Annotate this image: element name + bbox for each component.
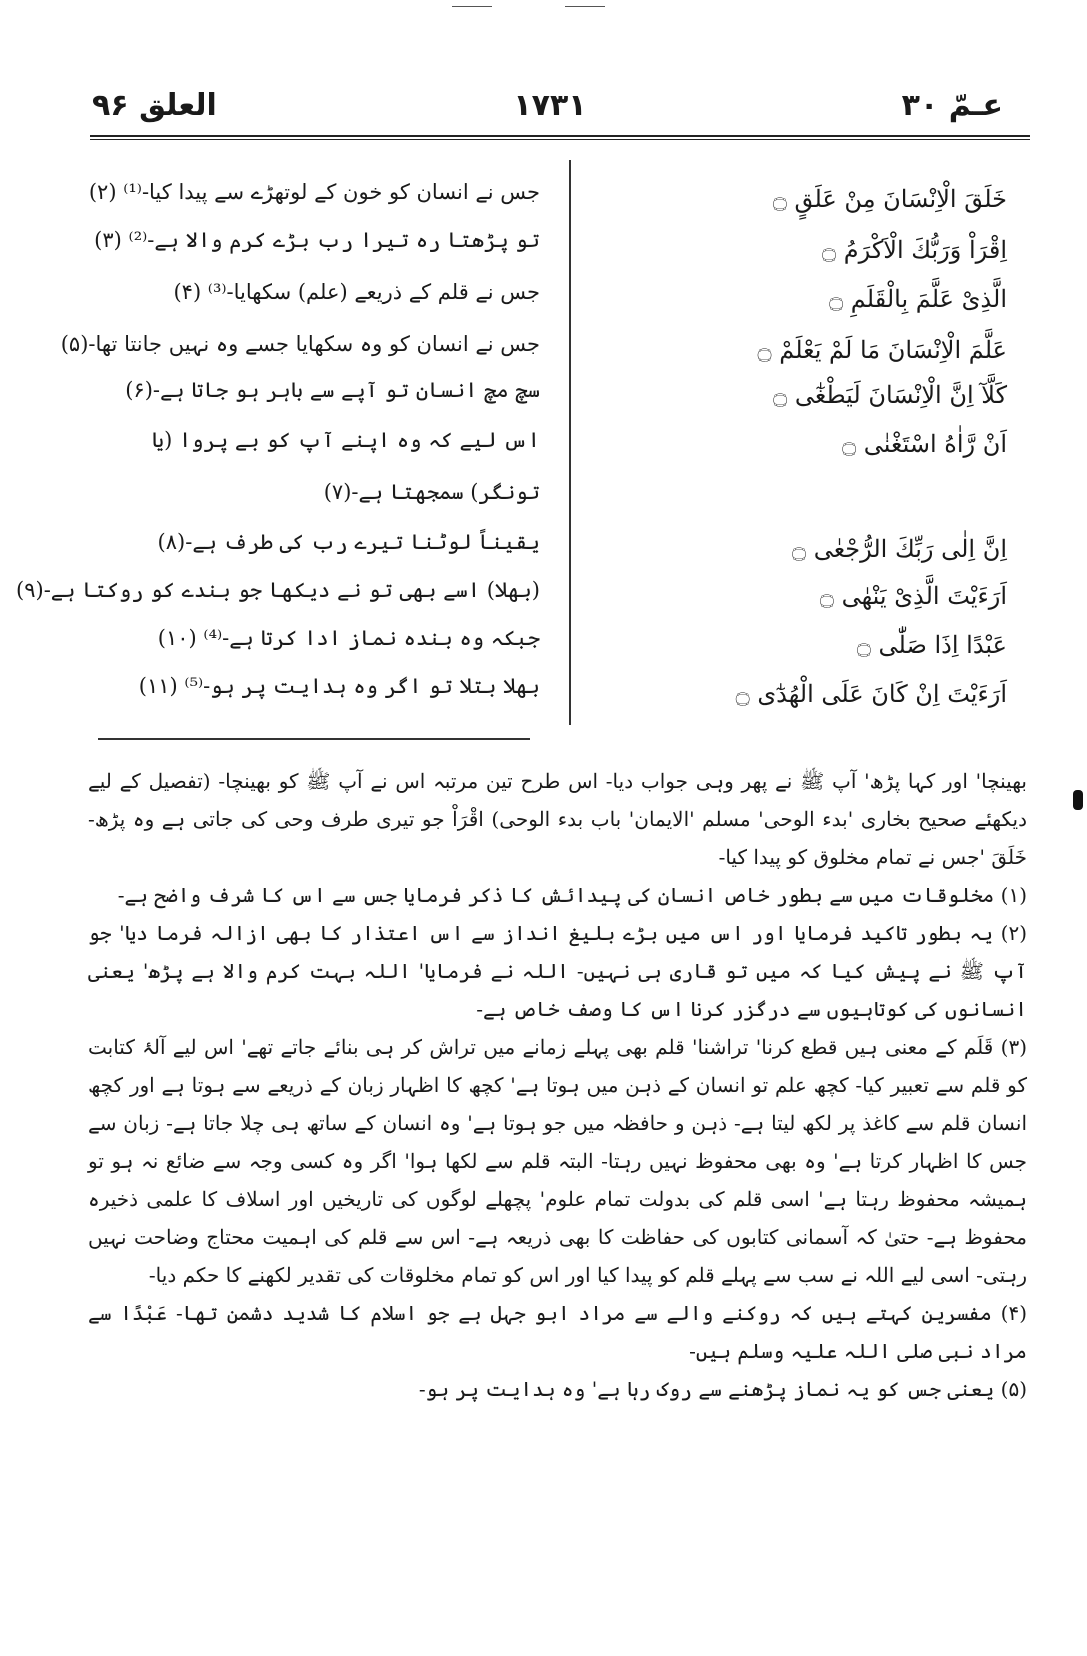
- arabic-verse: اَرَءَيْتَ الَّذِىْ يَنْهٰى ۝: [819, 582, 1007, 610]
- footnote-continuation: بھینچا' اور کہا پڑھ' آپ ﷺ نے پھر وہی جواب دیا- اس طرح تین مرتبہ اس نے آپ ﷺ کو بھینچا- (تفصیل کے لیے دیکھئے صحیح بخاری 'بدء الوحی' مسلم 'الایمان' باب بدء الوحی) اقْرَاْ جو تیری طرف وحی کی جاتی ہے وہ پڑھ- خَلَقَ 'جس نے تمام مخلوق کو پیدا کیا-: [88, 769, 1027, 869]
- urdu-translation: جس نے انسان کو خون کے لوتھڑے سے پیدا کیا-⁽¹⁾ (۲): [88, 180, 540, 204]
- urdu-translation: جس نے انسان کو وہ سکھایا جسے وہ نہیں جانتا تھا-(۵): [60, 332, 540, 356]
- arabic-verse: عَلَّمَ الْاِنْسَانَ مَا لَمْ يَعْلَمْ ۝: [757, 336, 1007, 364]
- urdu-translation: اس لیے کہ وہ اپنے آپ کو بے پروا (یا تونگر) سمجھتا ہے-(۷): [151, 428, 540, 504]
- urdu-translation: بھلا بتلا تو اگر وہ ہدایت پر ہو-⁽⁵⁾ (۱۱): [138, 674, 540, 698]
- footnote-4: (۴) مفسرین کہتے ہیں کہ روکنے والے سے مراد ابو جہل ہے جو اسلام کا شدید دشمن تھا- عَبْدًا سے مراد نبی صلی اللہ علیہ وسلم ہیں-: [88, 1301, 1027, 1363]
- arabic-verse: اِنَّ اِلٰى رَبِّكَ الرُّجْعٰى ۝: [792, 535, 1007, 563]
- column-divider: [569, 160, 571, 725]
- header-rule: [90, 135, 1030, 137]
- footnote-rule: [98, 738, 530, 740]
- top-edge-rule: [452, 6, 492, 7]
- scan-edge-mark: [1073, 790, 1083, 810]
- top-edge-rule: [565, 6, 605, 7]
- arabic-verse: اَرَءَيْتَ اِنْ كَانَ عَلَى الْهُدٰٓى ۝: [735, 680, 1007, 708]
- footnote-2: (۲) یہ بطور تاکید فرمایا اور اس میں بڑے بلیغ انداز سے اس اعتذار کا بھی ازالہ فرما دیا' جو آپ ﷺ نے پیش کیا کہ میں تو قاری ہی نہیں- اللہ نے فرمایا' اللہ بہت کرم والا ہے پڑھ' یعنی انسانوں کی کوتاہیوں سے درگزر کرنا اس کا وصف خاص ہے-: [88, 921, 1028, 1021]
- arabic-verse: عَبْدًا اِذَا صَلّٰى ۝: [856, 631, 1007, 659]
- footnotes: [88, 762, 1027, 1408]
- urdu-translation: (بھلا) اسے بھی تو نے دیکھا جو بندے کو روکتا ہے-(۹): [16, 578, 540, 602]
- urdu-translation: جس نے قلم کے ذریعے (علم) سکھایا-⁽³⁾ (۴): [173, 280, 540, 304]
- footnote-3: (۳) قَلَم کے معنی ہیں قطع کرنا' تراشنا' قلم بھی پہلے زمانے میں تراش کر ہی بنائے جاتے تھے' اس لیے آلۂ کتابت کو قلم سے تعبیر کیا- کچھ علم تو انسان کے ذہن میں ہوتا ہے' کچھ کا اظہار زبان کے ذریعے سے ہوتا ہے اور کچھ انسان قلم سے کاغذ پر لکھ لیتا ہے- ذہن و حافظہ میں جو ہوتا ہے' وہ انسان کے ساتھ ہی چلا جاتا ہے- زبان سے جس کا اظہار کرتا ہے' وہ بھی محفوظ نہیں رہتا- البتہ قلم سے لکھا ہوا' اگر وہ کسی وجہ سے ضائع نہ ہو تو ہمیشہ محفوظ رہتا ہے' اسی قلم کی بدولت تمام علوم' پچھلے لوگوں کی تاریخیں اور اسلاف کا علمی ذخیرہ محفوظ ہے- حتیٰ کہ آسمانی کتابوں کی حفاظت کا بھی ذریعہ ہے- اس سے قلم کی اہمیت محتاج وضاحت نہیں رہتی- اسی لیے اللہ نے سب سے پہلے قلم کو پیدا کیا اور اس کو تمام مخلوقات کی تقدیر لکھنے کا حکم دیا-: [88, 1035, 1027, 1287]
- page-number: ۱۷۳۱: [513, 88, 587, 123]
- urdu-translation: تو پڑھتا رہ تیرا رب بڑے کرم والا ہے-⁽²⁾ (۳): [94, 228, 540, 252]
- urdu-translation: جبکہ وہ بندہ نماز ادا کرتا ہے-⁽⁴⁾ (۱۰): [157, 626, 540, 650]
- footnote-5: (۵) یعنی جس کو یہ نماز پڑھنے سے روک رہا ہے' وہ ہدایت پر ہو-: [418, 1377, 1027, 1401]
- urdu-translation: سچ مچ انسان تو آپے سے باہر ہو جاتا ہے-(۶): [125, 378, 540, 402]
- header-para-label: عـمّ ۳۰: [901, 88, 1003, 123]
- arabic-verse: خَلَقَ الْاِنْسَانَ مِنْ عَلَقٍ ۝: [772, 185, 1007, 213]
- arabic-verse: اِقْرَاْ وَرَبُّكَ الْاَكْرَمُ ۝: [822, 236, 1007, 264]
- header-surah-label: العلق ۹۶: [92, 88, 217, 123]
- footnote-1: (۱) مخلوقات میں سے بطور خاص انسان کی پیدائش کا ذکر فرمایا جس سے اس کا شرف واضح ہے-: [117, 883, 1027, 907]
- arabic-verse: اَنْ رَّاٰهُ اسْتَغْنٰى ۝: [842, 430, 1007, 458]
- arabic-verse: كَلَّآ اِنَّ الْاِنْسَانَ لَيَطْغٰٓى ۝: [773, 381, 1007, 409]
- arabic-verse: الَّذِىْ عَلَّمَ بِالْقَلَمِ ۝: [829, 285, 1007, 313]
- header-rule-thin: [90, 139, 1030, 140]
- urdu-translation: یقیناً لوٹنا تیرے رب کی طرف ہے-(۸): [157, 530, 540, 554]
